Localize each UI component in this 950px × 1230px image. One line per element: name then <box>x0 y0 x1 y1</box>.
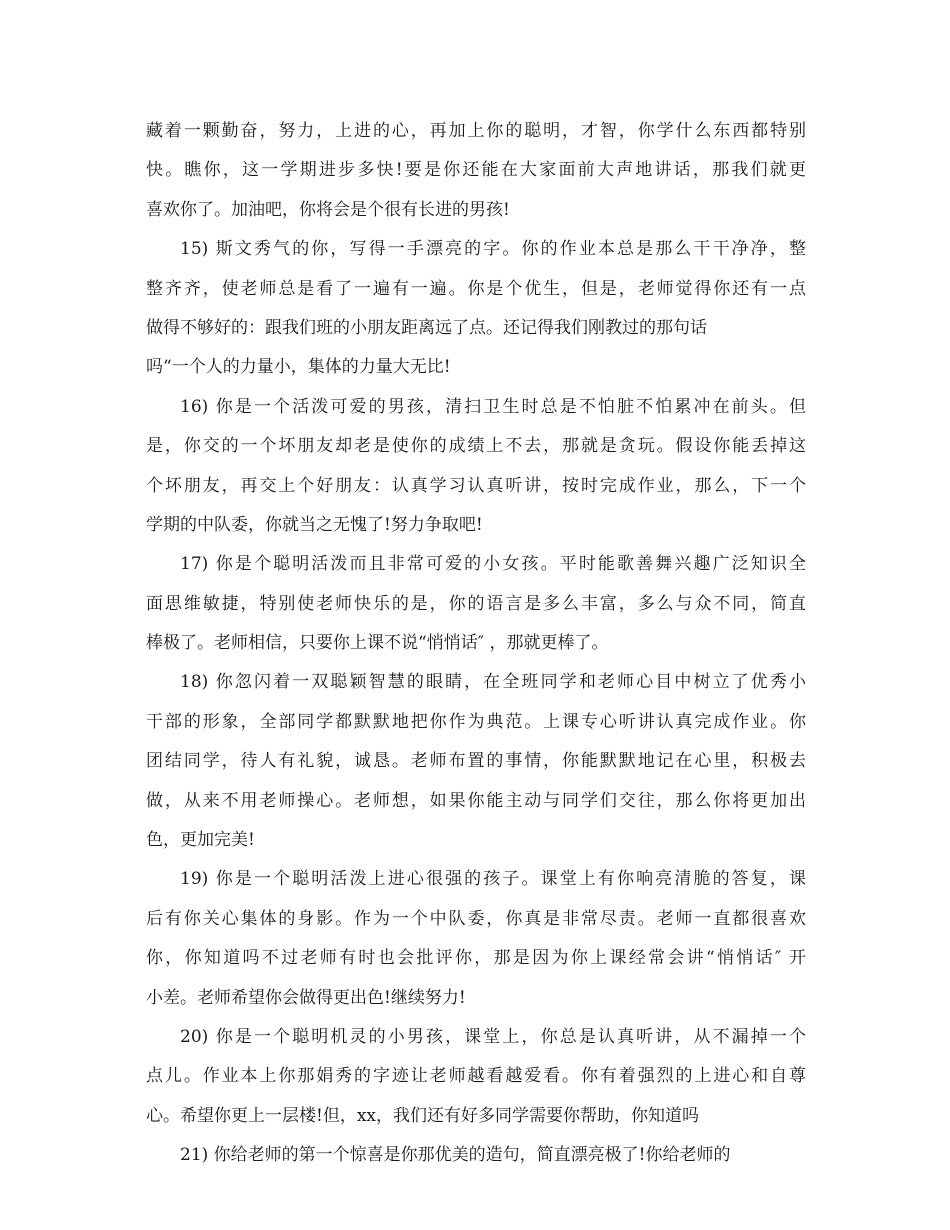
text-line: 喜欢你了。加油吧，你将会是个很有长进的男孩! <box>146 199 510 220</box>
document-body <box>146 112 806 1176</box>
text-line: 棒极了。老师相信，只要你上课不说“悄悄话″ ，那就更棒了。 <box>146 633 609 654</box>
paragraph-first-line: 18) 你忽闪着一双聪颖智慧的眼睛，在全班同学和老师心目中树立了优秀小 <box>180 672 806 693</box>
text-line: 色，更加完美! <box>146 830 255 851</box>
text-line: 团结同学，待人有礼貌，诚恳。老师布置的事情，你能默默地记在心里，积极去 <box>146 751 806 772</box>
paragraph-first-line: 19) 你是一个聪明活泼上进心很强的孩子。课堂上有你响亮清脆的答复，课 <box>180 869 806 890</box>
text-line: 个坏朋友，再交上个好朋友：认真学习认真听讲，按时完成作业，那么，下一个 <box>146 475 806 496</box>
text-line: 整齐齐，使老师总是看了一遍有一遍。你是个优生，但是，老师觉得你还有一点 <box>146 278 806 299</box>
paragraph-first-line: 17) 你是个聪明活泼而且非常可爱的小女孩。平时能歌善舞兴趣广泛知识全 <box>180 554 806 575</box>
text-line: 心。希望你更上一层楼!但，xx，我们还有好多同学需要你帮助，你知道吗 <box>146 1105 700 1126</box>
text-line: 干部的形象，全部同学都默默地把你作为典范。上课专心听讲认真完成作业。你 <box>146 711 806 732</box>
paragraph-first-line: 16) 你是一个活泼可爱的男孩，清扫卫生时总是不怕脏不怕累冲在前头。但 <box>180 396 806 417</box>
text-line: 做，从来不用老师操心。老师想，如果你能主动与同学们交往，那么你将更加出 <box>146 790 806 811</box>
text-line: 小差。老师希望你会做得更出色!继续努力! <box>146 987 466 1008</box>
text-line: 面思维敏捷，特别使老师快乐的是，你的语言是多么丰富，多么与众不同，简直 <box>146 593 806 614</box>
text-line: 是，你交的一个坏朋友却老是使你的成绩上不去，那就是贪玩。假设你能丢掉这 <box>146 436 806 457</box>
text-line: 快。瞧你，这一学期进步多快!要是你还能在大家面前大声地讲话，那我们就更 <box>146 160 806 181</box>
text-line: 你，你知道吗不过老师有时也会批评你，那是因为你上课经常会讲“悄悄话″ 开 <box>146 948 806 969</box>
text-line: 点儿。作业本上你那娟秀的字迹让老师越看越爱看。你有着强烈的上进心和自尊 <box>146 1066 806 1087</box>
text-line: 藏着一颗勤奋，努力，上进的心，再加上你的聪明，才智，你学什么东西都特别 <box>146 121 806 141</box>
text-line: 学期的中队委，你就当之无愧了!努力争取吧! <box>146 514 483 535</box>
paragraph-first-line: 15) 斯文秀气的你，写得一手漂亮的字。你的作业本总是那么干干净净，整 <box>180 239 806 260</box>
paragraph-first-line: 20) 你是一个聪明机灵的小男孩，课堂上，你总是认真听讲，从不漏掉一个 <box>180 1026 806 1047</box>
paragraph-first-line: 21) 你给老师的第一个惊喜是你那优美的造句，简直漂亮极了!你给老师的 <box>180 1145 731 1166</box>
text-line: 后有你关心集体的身影。作为一个中队委，你真是非常尽责。老师一直都很喜欢 <box>146 908 806 929</box>
text-line: 吗“一个人的力量小，集体的力量大无比! <box>146 357 451 378</box>
text-line: 做得不够好的：跟我们班的小朋友距离远了点。还记得我们刚教过的那句话 <box>146 317 707 338</box>
